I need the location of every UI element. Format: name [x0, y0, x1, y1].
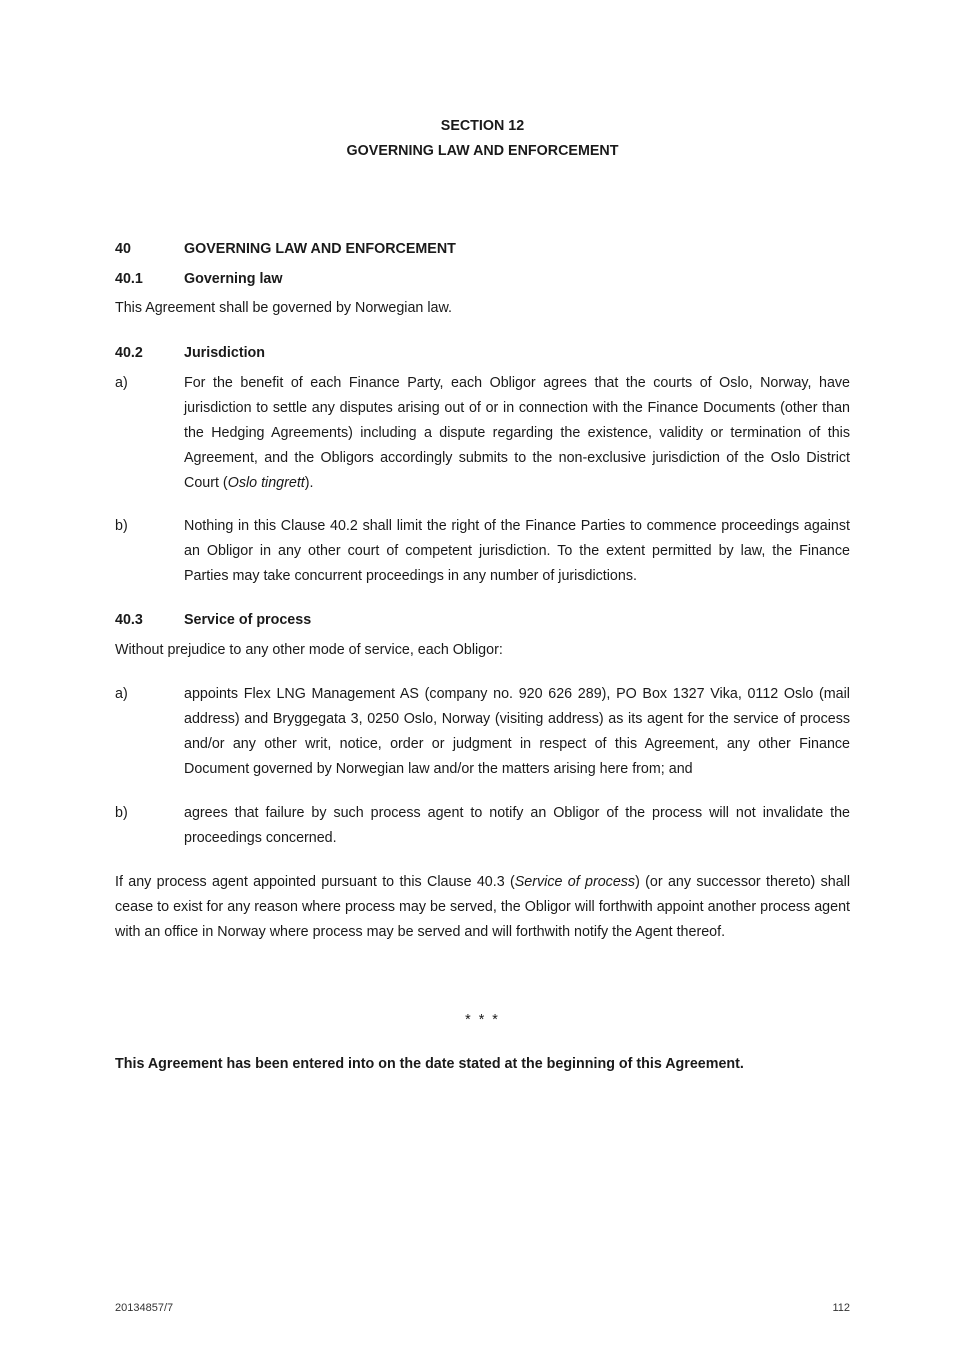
clause-40-number: 40	[115, 241, 131, 257]
closing-paragraph-start: If any process agent appointed pursuant to this Clause 40.3 (	[115, 874, 515, 890]
oslo-tingrett-italic: Oslo tingrett	[227, 475, 305, 491]
clause-40-3-item-b-text: agrees that failure by such process agent to notify an Obligor of the process will not invalidate the proceedings concerned.	[184, 805, 850, 846]
clause-40-3-item-a-text: appoints Flex LNG Management AS (company no. 920 626 289), PO Box 1327 Vika, 0112 Oslo (mail address) and Bryggegata 3, 0250 Oslo, Norway (visiting address) as its agent for the service of process and/or any other writ, notice, order or judgment in respect of this Agreement, any other Finance Document governed by Norwegian law and/or the matters arising here from; and	[184, 686, 850, 777]
service-of-process-italic: Service of process	[514, 874, 636, 890]
clause-40-2-item-b-label: b)	[115, 518, 128, 534]
clause-40-1-title: Governing law	[184, 271, 283, 287]
clause-40-2-item-b-text: Nothing in this Clause 40.2 shall limit the right of the Finance Parties to commence proceedings against an Obligor in any other court of competent jurisdiction. To the extent permitted by law, the Finance Parties may take concurrent proceedings in any number of jurisdictions.	[184, 518, 850, 584]
footer-page-number: 112	[832, 1302, 850, 1314]
clause-40-3-title: Service of process	[184, 612, 312, 628]
clause-40-1-number: 40.1	[115, 271, 143, 287]
section-heading: SECTION 12	[440, 118, 525, 134]
clause-40-2-item-a-text	[184, 371, 850, 496]
section-separator: * * *	[465, 1012, 500, 1028]
clause-40-2-item-a-text-main: For the benefit of each Finance Party, each Obligor agrees that the courts of Oslo, Norway, have jurisdiction to settle any disputes arising out of or in connection with the Finance Documents (other than the Hedging Agreements) including a dispute regarding the existence, validity or termination of this Agreement, and the Obligors accordingly submits to the non-exclusive jurisdiction of the Oslo District Court (	[184, 375, 850, 491]
clause-40-3-intro: Without prejudice to any other mode of service, each Obligor:	[115, 642, 503, 658]
clause-40-title: GOVERNING LAW AND ENFORCEMENT	[184, 241, 456, 257]
clause-40-2-number: 40.2	[115, 345, 143, 361]
closing-statement: This Agreement has been entered into on the date stated at the beginning of this Agreement.	[115, 1056, 744, 1072]
section-title: GOVERNING LAW AND ENFORCEMENT	[346, 143, 619, 159]
clause-40-3-number: 40.3	[115, 612, 143, 628]
closing-paragraph-end: ) (or any successor thereto) shall cease to exist for any reason where process may be served, the Obligor will forthwith appoint another process agent with an office in Norway where process may be served and will forthwith notify the Agent thereof.	[115, 874, 851, 940]
clause-40-1-text: This Agreement shall be governed by Norwegian law.	[115, 300, 452, 316]
clause-40-2-item-a-label: a)	[115, 375, 128, 391]
clause-40-3-item-b-label: b)	[115, 805, 128, 821]
clause-40-2-item-a-text-end: ).	[304, 475, 314, 491]
footer-doc-reference: 20134857/7	[115, 1302, 174, 1314]
clause-40-3-item-a-label: a)	[115, 686, 128, 702]
clause-40-3-closing-paragraph	[115, 870, 850, 945]
clause-40-2-title: Jurisdiction	[184, 345, 266, 361]
